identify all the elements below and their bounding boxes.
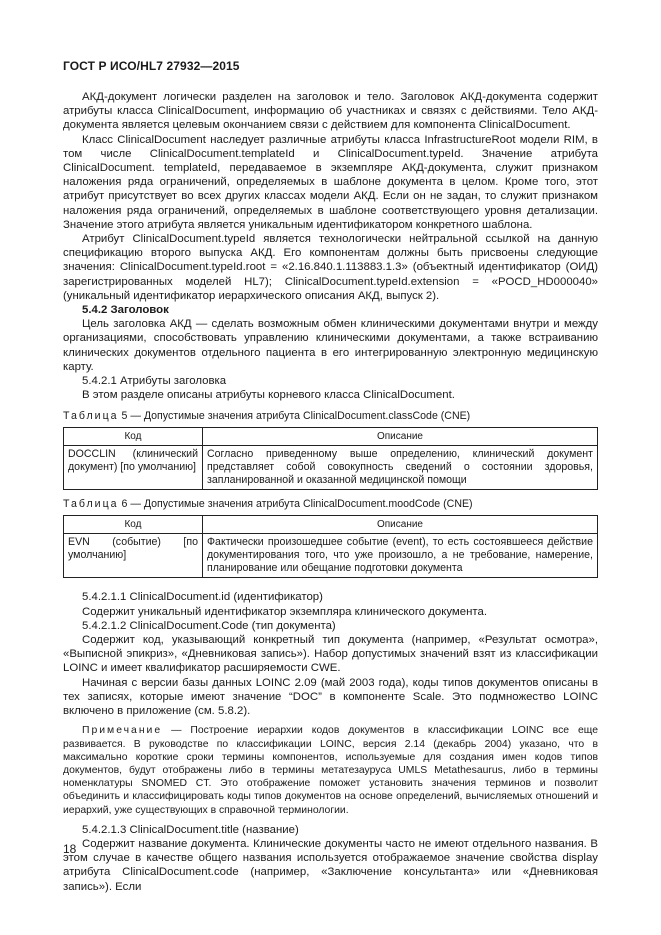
column-header-description: Описание bbox=[203, 516, 598, 534]
note-text: — Построение иерархии кодов документов в классификации LOINC все еще развивается. В руководстве по классификации LOINC, версия 2.14 (декабрь 2004) указано, что в максимально короткие сроки термины компонентов, используемые для создания имен кодов типов документов, будут отображены либо в термины метатезауруса UMLS Metathesaurus, либо в термины номенклатуры SNOMED CT. Это отображение поможет установить значения терминов и позволит объединить и классифицировать коды типов документов на основе определений, вычисляемых отношений и иерархий, уже существующих в справочной терминологии. bbox=[63, 725, 598, 816]
paragraph: Класс ClinicalDocument наследует различные атрибуты класса InfrastructureRoot модели RIM, в том числе ClinicalDocument.templateId и ClinicalDocument.typeId. Значение атрибута ClinicalDocument. templateId, передаваемое в экземпляре АКД-документа, служит признаком наложения ряда ограничений, определяемых в шаблоне документа в целом. Кроме того, этот атрибут присутствует во всех других классах модели АКД. Если он не задан, то служит признаком наложения ряда ограничений, определяемых в шаблоне соответствующего уровня детализации. Значение этого атрибута является уникальным идентификатором конкретного шаблона. bbox=[63, 133, 598, 231]
table-row bbox=[64, 446, 598, 490]
column-header-description: Описание bbox=[203, 428, 598, 446]
paragraph: В этом разделе описаны атрибуты корневого класса ClinicalDocument. bbox=[82, 389, 455, 402]
subsection-heading: 5.4.2.1.2 ClinicalDocument.Code (тип документа) bbox=[82, 619, 336, 632]
paragraph: Содержит код, указывающий конкретный тип документа (например, «Результат осмотра», «Выписной эпикриз», «Дневниковая запись»). Набор допустимых значений взят из классификации LOINC и имеет квалификатор расширяемости CWE. bbox=[63, 634, 598, 675]
table-header-row bbox=[64, 428, 598, 446]
column-header-code: Код bbox=[64, 428, 203, 446]
page-number: 18 bbox=[63, 842, 77, 856]
paragraph: Атрибут ClinicalDocument.typeId является технологически нейтральной ссылкой на данную спецификацию второго выпуска АКД. Его компонентам должны быть присвоены следующие значения: ClinicalDocument.typeId.root = «2.16.840.1.113883.1.3» (объектный идентификатор (ОИД) зарегистрированных моделей HL7); ClinicalDocument.typeId.extension = «POCD_HD000040» (уникальный идентификатор иерархического описания АКД, выпуск 2). bbox=[63, 233, 598, 302]
note bbox=[63, 724, 598, 816]
page-content bbox=[63, 90, 598, 894]
paragraph: Содержит уникальный идентификатор экземпляра клинического документа. bbox=[82, 605, 487, 618]
note-label: Примечание bbox=[82, 725, 163, 737]
caption-text: 5 — Допустимые значения атрибута ClinicalDocument.classCode (CNE) bbox=[118, 410, 471, 423]
table-caption bbox=[63, 410, 598, 423]
caption-label: Таблица bbox=[63, 410, 119, 423]
table-caption bbox=[63, 498, 598, 511]
table-classcode bbox=[63, 427, 598, 490]
section-heading: 5.4.2 Заголовок bbox=[82, 304, 169, 317]
subsection-heading: 5.4.2.1.1 ClinicalDocument.id (идентификатор) bbox=[82, 591, 323, 604]
cell-description: Согласно приведенному выше определению, клинический документ представляет собой совокупность сведений о состоянии здоровья, запланированной и оказанной медицинской помощи bbox=[203, 446, 598, 490]
paragraph: АКД-документ логически разделен на заголовок и тело. Заголовок АКД-документа содержит атрибуты класса ClinicalDocument, информацию об участниках и связях с действиями. Тело АКД-документа является целевым окончанием связи с действием для компонента ClinicalDocument. bbox=[63, 91, 598, 132]
paragraph: Цель заголовка АКД — сделать возможным обмен клиническими документами внутри и между организациями, способствовать управлению клиническими документами, а также встраиванию клинических документов отдельного пациента в его интегрированную электронную медицинскую карту. bbox=[63, 318, 598, 373]
table-moodcode bbox=[63, 515, 598, 578]
column-header-code: Код bbox=[64, 516, 203, 534]
cell-description: Фактически произошедшее событие (event), то есть состоявшееся действие документирования того, что уже произошло, а не требование, намерение, планирование или обещание подготовки документа bbox=[203, 534, 598, 578]
table-row bbox=[64, 534, 598, 578]
table-header-row bbox=[64, 516, 598, 534]
caption-text: 6 — Допустимые значения атрибута ClinicalDocument.moodCode (CNE) bbox=[118, 498, 473, 511]
subsection-heading: 5.4.2.1.3 ClinicalDocument.title (название) bbox=[82, 823, 299, 836]
subsection-heading: 5.4.2.1 Атрибуты заголовка bbox=[82, 375, 227, 388]
caption-label: Таблица bbox=[63, 498, 119, 511]
cell-code: EVN (событие) [по умолчанию] bbox=[64, 534, 203, 578]
standard-header: ГОСТ Р ИСО/HL7 27932—2015 bbox=[63, 59, 240, 73]
cell-code: DOCCLIN (клинический документ) [по умолчанию] bbox=[64, 446, 203, 490]
paragraph: Начиная с версии базы данных LOINC 2.09 (май 2003 года), коды типов документов описаны в тех записях, которые имеют значение “DOC” в компоненте Scale. Это подмножество LOINC включено в приложение (см. 5.8.2). bbox=[63, 676, 598, 718]
paragraph: Содержит название документа. Клинические документы часто не имеют отдельного названия. В этом случае в качестве общего названия используется отображаемое значение свойства display атрибута ClinicalDocument.code (например, «Заключение консультанта» или «Дневниковая запись»). Если bbox=[63, 837, 598, 893]
